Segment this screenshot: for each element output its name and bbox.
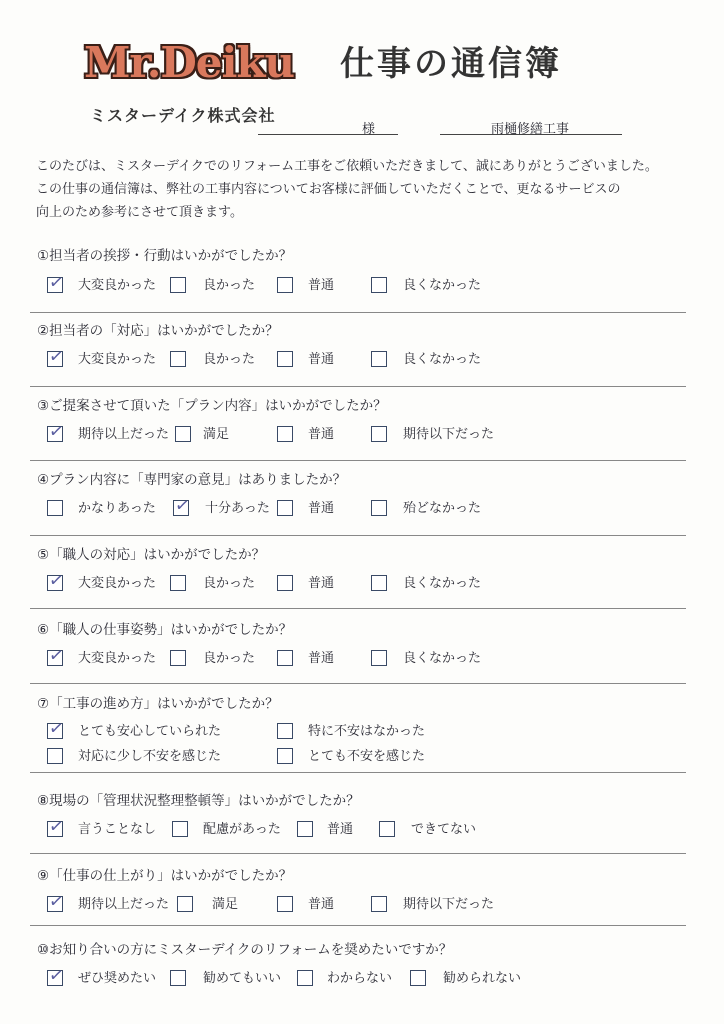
intro-line: この仕事の通信簿は、弊社の工事内容についてお客様に評価していただくことで、更なるサービスの [36,182,621,197]
checkbox[interactable] [47,500,63,516]
section-divider [30,460,686,461]
section-divider [30,683,686,684]
check-mark-icon: ✓ [47,570,65,592]
checkbox[interactable] [371,896,387,912]
check-mark-icon: ✓ [47,965,65,987]
section-divider [30,772,686,773]
customer-name-line [258,134,398,135]
check-mark-icon: ✓ [47,891,65,913]
option-label: 期待以上だった [78,897,170,912]
section-divider [30,386,686,387]
option-label: とても安心していられた [78,724,222,739]
option-label: 普通 [308,576,335,591]
checkbox[interactable] [47,816,65,838]
document-title: 仕事の通信簿 [340,44,562,84]
check-mark-icon: ✓ [47,718,65,740]
question-text: ④プラン内容に「専門家の意見」はありましたか？ [37,472,347,488]
checkbox[interactable] [175,426,191,442]
option-label: 特に不安はなかった [308,724,426,739]
question-text: ⑤「職人の対応」はいかがでしたか？ [37,547,266,563]
option-label: 大変良かった [78,576,157,591]
checkbox[interactable] [47,346,65,368]
option-label: 良くなかった [403,651,482,666]
section-divider [30,535,686,536]
option-label: 良くなかった [403,352,482,367]
option-label: 期待以上だった [78,427,170,442]
option-label: 大変良かった [78,352,157,367]
option-label: かなりあった [78,501,156,516]
checkbox[interactable] [277,426,293,442]
option-label: とても不安を感じた [308,749,426,764]
option-label: 殆どなかった [403,501,482,516]
checkbox[interactable] [277,500,293,516]
checkbox[interactable] [371,426,387,442]
option-label: できてない [411,822,477,837]
option-label: 期待以下だった [403,897,495,912]
option-label: 普通 [308,278,335,293]
option-label: わからない [327,971,393,986]
checkbox[interactable] [379,821,395,837]
checkbox[interactable] [410,970,426,986]
checkbox[interactable] [371,500,387,516]
option-label: 普通 [327,822,354,837]
option-label: 良くなかった [403,576,482,591]
question-text: ⑨「仕事の仕上がり」はいかがでしたか？ [37,868,293,884]
option-label: 普通 [308,501,335,516]
checkbox[interactable] [277,575,293,591]
intro-line: 向上のため参考にさせて頂きます。 [36,205,243,220]
company-logo: Mr.Deiku [83,38,295,87]
question-text: ①担当者の挨拶・行動はいかがでしたか？ [37,248,293,264]
option-label: 良かった [203,352,256,367]
checkbox[interactable] [371,351,387,367]
checkbox[interactable] [277,896,293,912]
checkbox[interactable] [297,821,313,837]
option-label: 勧めてもいい [203,971,282,986]
option-label: 大変良かった [78,278,157,293]
option-label: 普通 [308,427,335,442]
option-label: 対応に少し不安を感じた [78,749,222,764]
check-mark-icon: ✓ [47,346,65,368]
section-divider [30,312,686,313]
checkbox[interactable] [170,650,186,666]
option-label: 期待以下だった [403,427,495,442]
section-divider [30,925,686,926]
question-text: ⑩お知り合いの方にミスターデイクのリフォームを奨めたいですか？ [37,942,453,958]
check-mark-icon: ✓ [47,272,65,294]
work-name: 雨樋修繕工事 [490,122,569,137]
option-label: 良かった [203,576,256,591]
checkbox[interactable] [47,421,65,443]
checkbox[interactable] [173,495,191,517]
question-text: ②担当者の「対応」はいかがでしたか？ [37,323,279,339]
checkbox[interactable] [47,965,65,987]
checkbox[interactable] [47,570,65,592]
customer-suffix: 様 [362,122,376,137]
checkbox[interactable] [277,723,293,739]
checkbox[interactable] [277,277,293,293]
option-label: 配慮があった [203,822,281,837]
check-mark-icon: ✓ [173,495,191,517]
option-label: 普通 [308,352,335,367]
checkbox[interactable] [47,891,65,913]
check-mark-icon: ✓ [47,816,65,838]
checkbox[interactable] [47,718,65,740]
checkbox[interactable] [47,645,65,667]
question-text: ⑦「工事の進め方」はいかがでしたか？ [37,696,279,712]
option-label: 普通 [308,651,335,666]
checkbox[interactable] [170,575,186,591]
option-label: 言うことなし [78,822,157,837]
checkbox[interactable] [47,748,63,764]
company-name: ミスターデイク株式会社 [90,106,276,125]
option-label: 良くなかった [403,278,482,293]
check-mark-icon: ✓ [47,421,65,443]
section-divider [30,853,686,854]
checkbox[interactable] [47,272,65,294]
checkbox[interactable] [170,970,186,986]
checkbox[interactable] [371,575,387,591]
checkbox[interactable] [277,748,293,764]
option-label: 大変良かった [78,651,157,666]
option-label: 満足 [212,897,239,912]
intro-line: このたびは、ミスターデイクでのリフォーム工事をご依頼いただきまして、誠にありがとうございました。 [36,159,658,174]
option-label: 満足 [203,427,230,442]
checkbox[interactable] [371,650,387,666]
option-label: 良かった [203,651,256,666]
checkbox[interactable] [170,351,186,367]
question-text: ⑥「職人の仕事姿勢」はいかがでしたか？ [37,622,293,638]
checkbox[interactable] [177,896,193,912]
checkbox[interactable] [297,970,313,986]
checkbox[interactable] [371,277,387,293]
option-label: 十分あった [205,501,270,516]
checkbox[interactable] [277,351,293,367]
option-label: ぜひ奨めたい [78,971,157,986]
checkbox[interactable] [277,650,293,666]
question-text: ③ご提案させて頂いた「プラン内容」はいかがでしたか？ [37,398,387,414]
section-divider [30,608,686,609]
option-label: 良かった [203,278,256,293]
intro-text [36,155,706,224]
checkbox[interactable] [170,277,186,293]
option-label: 普通 [308,897,335,912]
question-text: ⑧現場の「管理状況整理整頓等」はいかがでしたか？ [37,793,360,809]
checkbox[interactable] [172,821,188,837]
option-label: 勧められない [443,971,522,986]
check-mark-icon: ✓ [47,645,65,667]
